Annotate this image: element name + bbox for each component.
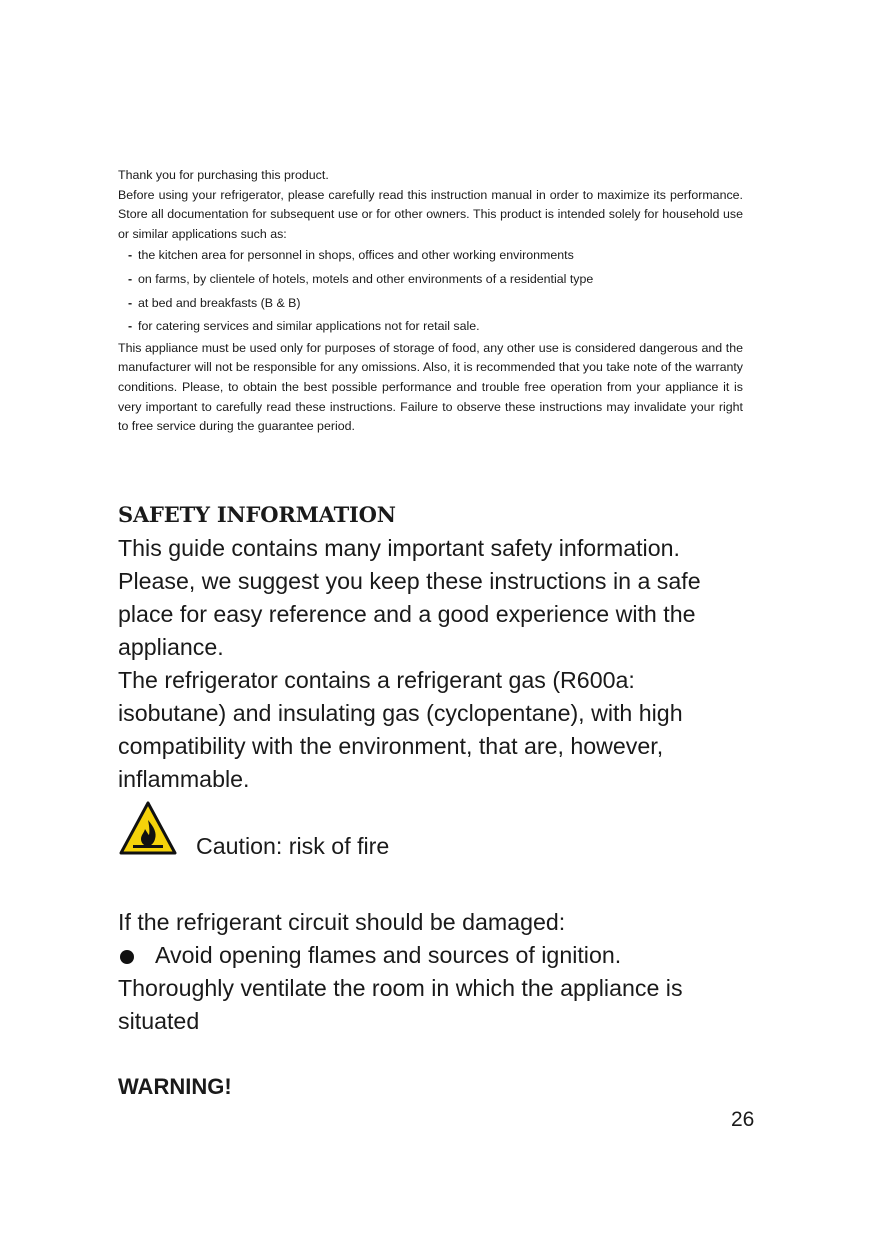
before-use-text: Before using your refrigerator, please carefully read this instruction manual in order to maximize its performance. Store all documentation for subsequent use or for other owners. This product is intended solely for household use or similar applications such as: [118,187,743,241]
bullet-item: Avoid opening flames and sources of ignition. [118,939,748,972]
intro-section [118,166,743,437]
list-item: - on farms, by clientele of hotels, motels and other environments of a residential type [128,271,594,286]
page-number: 26 [731,1108,755,1131]
warning-heading: WARNING! [118,1074,232,1099]
safety-paragraph-2: The refrigerator contains a refrigerant gas (R600a: isobutane) and insulating gas (cyclopentane), with high compatibility with the environment, that are, however, inflammable. [118,667,683,792]
safety-paragraph-1: This guide contains many important safety information. Please, we suggest you keep these instructions in a safe place for easy reference and a good experience with the appliance. [118,535,701,660]
caution-block [118,800,718,860]
thanks-text: Thank you for purchasing this product. [118,168,329,182]
circuit-section [118,906,748,1038]
list-item: - for catering services and similar applications not for retail sale. [128,319,480,334]
ventilate-text: Thoroughly ventilate the room in which the appliance is situated [118,975,683,1034]
bullet-dot-icon [120,950,134,964]
safety-heading: SAFETY INFORMATION [118,502,396,527]
fire-warning-icon [118,800,178,856]
safety-intro [118,532,748,796]
caution-text: Caution: risk of fire [196,833,390,859]
circuit-text: If the refrigerant circuit should be damaged: [118,909,566,935]
usage-text: This appliance must be used only for purposes of storage of food, any other use is considered dangerous and the manufacturer will not be responsible for any omissions. Also, it is recommended that you take note of the warranty conditions. Please, to obtain the best possible performance and trouble free operation from your appliance it is very important to carefully read these instructions. Failure to observe these instructions may invalidate your right to free service during the guarantee period. [118,340,743,434]
list-item: - at bed and breakfasts (B & B) [128,295,301,310]
list-item: - the kitchen area for personnel in shops, offices and other working environments [128,248,574,263]
